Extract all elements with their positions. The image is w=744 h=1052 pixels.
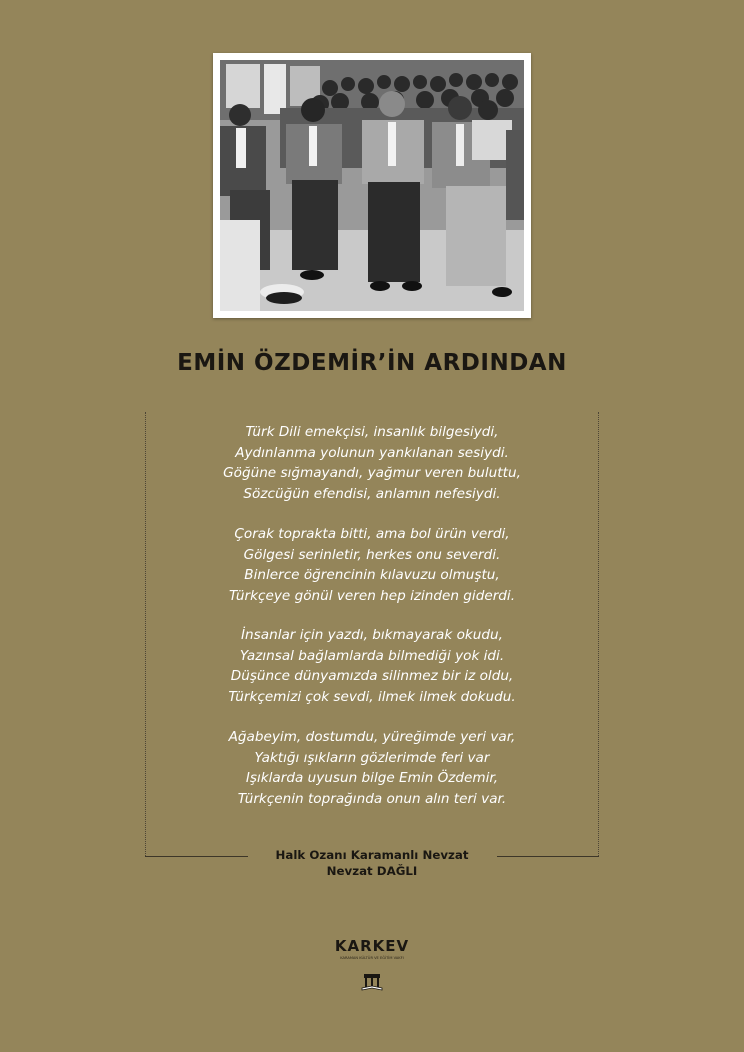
poem-stanza: [146, 422, 598, 505]
poem-line: Ağabeyim, dostumdu, yüreğimde yeri var,: [228, 729, 516, 745]
black-and-white-photo: [220, 60, 524, 311]
page-title: EMİN ÖZDEMİR’İN ARDINDAN: [177, 350, 567, 376]
poem-line: Türkçenin toprağında onun alın teri var.: [237, 791, 507, 808]
poem-stanza: [146, 727, 598, 810]
poem-line: Türkçemizi çok sevdi, ilmek ilmek dokudu.: [228, 689, 516, 706]
poem-line: İnsanlar için yazdı, bıkmayarak okudu,: [241, 627, 503, 643]
poem-line: Türk Dili emekçisi, insanlık bilgesiydi,: [245, 424, 499, 440]
poem-line: Türkçeye gönül veren hep izinden giderdi.: [228, 588, 516, 605]
poem-line: Yazınsal bağlamlarda bilmediği yok idi.: [239, 647, 505, 664]
poem-line: Sözcüğün efendisi, anlamın nefesiydi.: [243, 486, 501, 503]
poem-line: Yaktığı ışıkların gözlerimde feri var: [254, 749, 490, 766]
poem-line: Binlerce öğrencinin kılavuzu olmuştu,: [244, 567, 500, 584]
poem-box: [145, 412, 599, 856]
author-name: Nevzat DAĞLI: [326, 864, 418, 878]
poem-line: Aydınlanma yolunun yankılanan sesiydi.: [235, 444, 509, 461]
poem-line: Göğüne sığmayandı, yağmur veren buluttu,: [223, 465, 521, 482]
open-book-icon: [361, 972, 383, 992]
author-pen-name: Halk Ozanı Karamanlı Nevzat: [275, 848, 469, 862]
poem-stanza: [146, 625, 598, 708]
poem-line: Çorak toprakta bitti, ama bol ürün verdi,: [234, 526, 510, 542]
logo-subtitle: KARAMAN KÜLTÜR VE EĞİTİM VAKFI: [340, 956, 404, 960]
poem-line: Düşünce dünyamızda silinmez bir iz oldu,: [230, 668, 514, 685]
poem-stanza: [146, 524, 598, 607]
poem-line: Işıklarda uyusun bilge Emin Özdemir,: [245, 770, 499, 787]
poem-line: Gölgesi serinletir, herkes onu severdi.: [243, 546, 501, 563]
photo-frame: [213, 53, 531, 318]
logo-name: KARKEV: [334, 937, 410, 955]
